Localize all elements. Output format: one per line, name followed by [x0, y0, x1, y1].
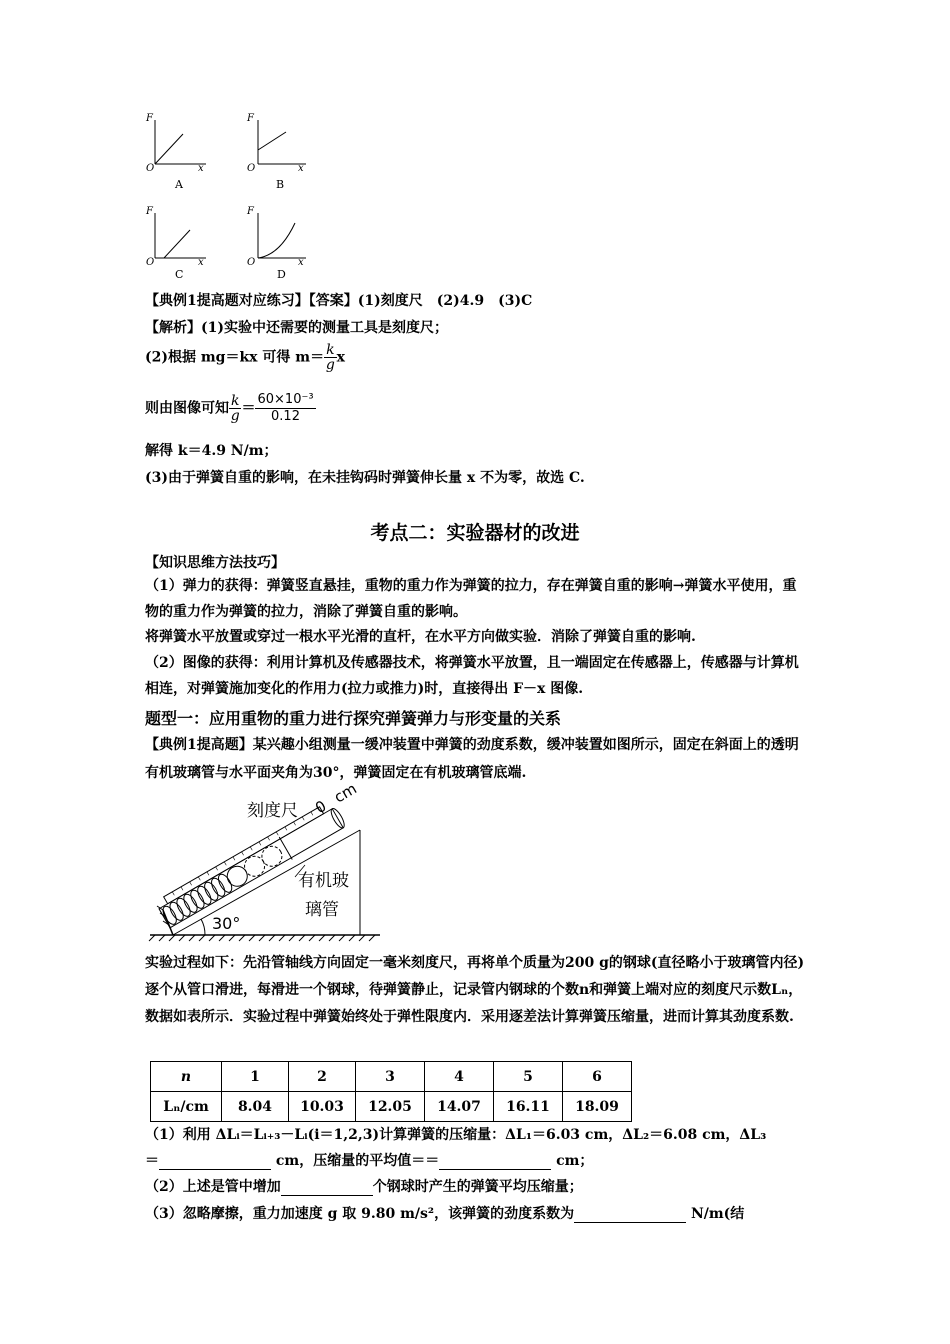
slope-text: 则由图像可知	[145, 400, 229, 417]
question-type-title: 题型一：应用重物的重力进行探究弹簧弹力与形变量的关系	[145, 709, 562, 728]
question-3-line	[145, 1203, 744, 1223]
k-over-g-fraction	[229, 394, 241, 423]
k-over-g-fraction	[324, 343, 336, 372]
q1-text: cm；	[551, 1153, 594, 1169]
axis-x-label: x	[198, 163, 204, 174]
table-cell: 1	[222, 1062, 289, 1092]
answer-blank-stiffness[interactable]	[574, 1206, 686, 1223]
table-row	[151, 1062, 632, 1092]
frac-denominator: g	[230, 408, 240, 424]
analysis-line: 【解析】(1)实验中还需要的测量工具是刻度尺；	[145, 320, 448, 336]
frac-denominator: g	[325, 357, 335, 373]
origin-label: O	[146, 257, 155, 268]
knowledge-p3: （2）图像的获得：利用计算机及传感器技术，将弹簧水平放置，且一端固定在传感器上，传感器与计算机相连，对弹簧施加变化的作用力(拉力或推力)时，直接得出 F－x 图像.	[145, 655, 799, 697]
angle-label: 30°	[212, 914, 241, 933]
axis-x-label: x	[198, 257, 204, 268]
graph-label-c: C	[175, 268, 184, 281]
equals-sign: ＝	[241, 400, 256, 417]
formula-text: (2)根据 mg＝kx 可得 m＝	[145, 349, 325, 366]
row-header-n: n	[151, 1062, 222, 1092]
q1-text: ＝	[145, 1153, 159, 1169]
ruler-unit-label: cm	[331, 779, 360, 807]
graph-label-b: B	[276, 178, 285, 191]
answer-blank-count[interactable]	[281, 1179, 373, 1196]
origin-label: O	[247, 257, 256, 268]
axis-f-label: F	[247, 113, 254, 124]
formula-line	[145, 343, 345, 372]
question-1-line-2	[145, 1150, 593, 1170]
reason-line: (3)由于弹簧自重的影响，在未挂钩码时弹簧伸长量 x 不为零，故选 C.	[145, 470, 585, 486]
procedure-text: 实验过程如下：先沿管轴线方向固定一毫米刻度尺，再将单个质量为200 g的钢球(直径略小于玻璃管内径)逐个从管口滑进，每滑进一个钢球，待弹簧静止，记录管内钢球的个数n和弹簧上端对应的刻度尺示数Lₙ，数据如表所示．实验过程中弹簧始终处于弹性限度内．采用逐差法计算弹簧压缩量，进而计算其劲度系数.	[145, 955, 805, 1025]
axis-x-label: x	[298, 257, 304, 268]
table-cell: 14.07	[425, 1092, 494, 1122]
question-2-line	[145, 1176, 583, 1196]
origin-label: O	[146, 163, 155, 174]
table-cell: 8.04	[222, 1092, 289, 1122]
q3-text: （3）忽略摩擦，重力加速度 g 取 9.80 m/s²，该弹簧的劲度系数为	[145, 1206, 575, 1222]
table-cell: 3	[356, 1062, 425, 1092]
row-header-l: Lₙ/cm	[151, 1092, 222, 1122]
graph-label-a: A	[175, 178, 183, 191]
example-text: 【典例1提高题】某兴趣小组测量一缓冲装置中弹簧的劲度系数，缓冲装置如图所示，固定在斜面上的透明有机玻璃管与水平面夹角为30°，弹簧固定在有机玻璃管底端.	[145, 737, 799, 781]
table-cell: 12.05	[356, 1092, 425, 1122]
knowledge-title: 【知识思维方法技巧】	[145, 555, 285, 571]
origin-label: O	[247, 163, 256, 174]
frac-numerator: k	[231, 393, 240, 409]
axis-f-label: F	[146, 206, 153, 217]
axis-f-label: F	[146, 113, 153, 124]
formula-tail: x	[336, 349, 345, 366]
section-title: 考点二：实验器材的改进	[370, 522, 580, 544]
frac-denominator: 0.12	[271, 409, 300, 424]
table-cell: 5	[494, 1062, 563, 1092]
tube-label-2: 璃管	[305, 900, 339, 920]
knowledge-p2: 将弹簧水平放置或穿过一根水平光滑的直杆，在水平方向做实验．消除了弹簧自重的影响.	[145, 629, 696, 645]
ruler-zero-label: 0	[312, 796, 330, 818]
table-row	[151, 1092, 632, 1122]
question-1-line-1: （1）利用 ΔLᵢ＝Lᵢ₊₃－Lᵢ(i＝1,2,3)计算弹簧的压缩量：ΔL₁＝6.03 cm，ΔL₂＝6.08 cm，ΔL₃	[145, 1127, 767, 1143]
table-cell: 10.03	[289, 1092, 356, 1122]
table-cell: 6	[563, 1062, 632, 1092]
table-cell: 2	[289, 1062, 356, 1092]
answer-blank-dl3[interactable]	[159, 1153, 271, 1170]
q2-text: 个钢球时产生的弹簧平均压缩量；	[372, 1179, 583, 1195]
graph-label-d: D	[277, 268, 286, 281]
table-cell: 18.09	[563, 1092, 632, 1122]
q3-text: N/m(结	[686, 1206, 745, 1222]
table-cell: 16.11	[494, 1092, 563, 1122]
q1-text: cm，压缩量的平均值＝＝	[271, 1153, 440, 1169]
q2-text: （2）上述是管中增加	[145, 1179, 281, 1195]
slope-line	[145, 392, 316, 425]
axis-x-label: x	[298, 163, 304, 174]
value-fraction	[255, 392, 315, 425]
axis-f-label: F	[247, 206, 254, 217]
table-cell: 4	[425, 1062, 494, 1092]
knowledge-p1: （1）弹力的获得：弹簧竖直悬挂，重物的重力作为弹簧的拉力，存在弹簧自重的影响→弹簧水平使用，重物的重力作为弹簧的拉力，消除了弹簧自重的影响。	[145, 578, 797, 620]
result-line: 解得 k＝4.9 N/m；	[145, 443, 278, 459]
ruler-label: 刻度尺	[247, 801, 298, 821]
data-table	[150, 1061, 632, 1122]
answer-line: 【典例1提高题对应练习】【答案】(1)刻度尺 (2)4.9 (3)C	[145, 293, 533, 309]
frac-numerator: 60×10⁻³	[257, 392, 314, 407]
answer-blank-average[interactable]	[439, 1153, 551, 1170]
frac-numerator: k	[326, 342, 335, 358]
tube-label-1: 有机玻	[298, 871, 349, 891]
